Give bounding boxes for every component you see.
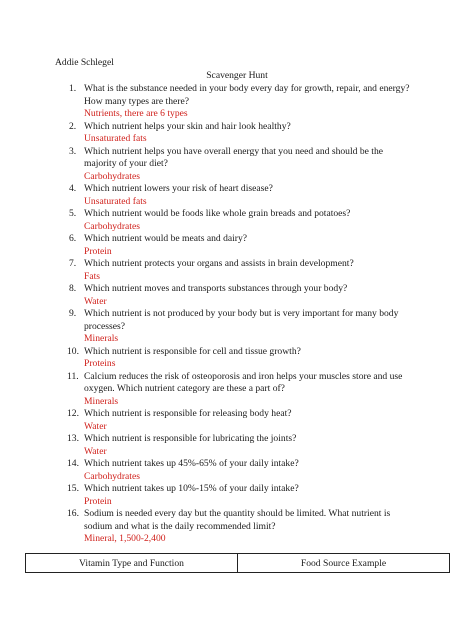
question-item xyxy=(55,458,415,483)
answer-text: Water xyxy=(84,420,107,432)
question-text: Which nutrient helps you have overall energy that you need and should be the majority of your diet? xyxy=(84,145,384,169)
question-number: 3. xyxy=(69,145,77,157)
answer-text: Proteins xyxy=(84,358,116,369)
question-text: Which nutrient protects your organs and assists in brain development? xyxy=(84,258,354,269)
column-header-vitamin-type: Vitamin Type and Function xyxy=(26,554,238,573)
question-list xyxy=(55,83,415,546)
question-number: 14. xyxy=(67,458,79,469)
question-number: 6. xyxy=(69,233,77,244)
question-number: 15. xyxy=(67,483,79,494)
question-item xyxy=(55,283,415,308)
answer-text: Protein xyxy=(84,495,112,507)
question-text: Which nutrient takes up 10%-15% of your daily intake? xyxy=(84,483,299,494)
page-title: Scavenger Hunt xyxy=(206,70,268,81)
question-item xyxy=(55,371,415,409)
answer-text: Protein xyxy=(84,245,112,257)
question-text: Calcium reduces the risk of osteoporosis and iron helps your muscles store and use oxygen. Which nutrient category are these a part of? xyxy=(84,370,403,394)
question-number: 11. xyxy=(67,370,79,382)
question-item xyxy=(55,146,415,184)
question-text: Which nutrient would be meats and dairy? xyxy=(84,233,248,244)
question-text: Which nutrient would be foods like whole grain breads and potatoes? xyxy=(84,208,351,219)
answer-text: Carbohydrates xyxy=(84,220,140,232)
answer-text: Water xyxy=(84,445,107,457)
answer-text: Nutrients, there are 6 types xyxy=(84,108,188,119)
question-item xyxy=(55,83,415,121)
question-item xyxy=(55,208,415,233)
author-name: Addie Schlegel xyxy=(55,57,114,68)
answer-text: Carbohydrates xyxy=(84,170,140,182)
question-text: Which nutrient is responsible for releasing body heat? xyxy=(84,408,292,419)
question-text: Which nutrient is responsible for cell and tissue growth? xyxy=(84,345,301,357)
question-number: 5. xyxy=(69,208,77,219)
question-text: Which nutrient lowers your risk of heart disease? xyxy=(84,183,273,194)
question-number: 2. xyxy=(69,120,77,132)
question-item xyxy=(55,483,415,508)
question-text: What is the substance needed in your body every day for growth, repair, and energy? How many types are there? xyxy=(84,83,410,107)
question-number: 10. xyxy=(67,345,79,357)
answer-text: Carbohydrates xyxy=(84,470,140,482)
question-number: 4. xyxy=(69,183,77,194)
question-text: Which nutrient is not produced by your body but is very important for many body processes? xyxy=(84,308,399,332)
question-item xyxy=(55,308,415,346)
question-number: 16. xyxy=(67,508,79,519)
question-text: Which nutrient moves and transports substances through your body? xyxy=(84,283,348,294)
question-text: Which nutrient is responsible for lubricating the joints? xyxy=(84,433,297,444)
question-number: 12. xyxy=(67,408,79,419)
answer-text: Unsaturated fats xyxy=(84,195,147,207)
table-header-row xyxy=(26,554,450,573)
question-item xyxy=(55,433,415,458)
answer-text: Fats xyxy=(84,270,100,282)
answer-text: Minerals xyxy=(84,333,119,344)
question-item xyxy=(55,408,415,433)
question-item xyxy=(55,346,415,371)
answer-text: Water xyxy=(84,295,107,307)
question-item xyxy=(55,183,415,208)
answer-text: Minerals xyxy=(84,395,119,407)
column-header-food-source: Food Source Example xyxy=(238,554,450,573)
question-item xyxy=(55,233,415,258)
question-number: 9. xyxy=(69,308,77,319)
question-item xyxy=(55,121,415,146)
question-text: Sodium is needed every day but the quantity should be limited. What nutrient is sodium and what is the daily recommended limit? xyxy=(84,508,391,532)
question-number: 8. xyxy=(69,283,77,294)
question-item xyxy=(55,508,415,546)
question-text: Which nutrient takes up 45%-65% of your daily intake? xyxy=(84,458,299,469)
question-item xyxy=(55,258,415,283)
vitamin-table xyxy=(25,553,450,573)
question-number: 1. xyxy=(69,83,77,94)
answer-text: Unsaturated fats xyxy=(84,133,147,144)
question-number: 7. xyxy=(69,258,77,269)
answer-text: Mineral, 1,500-2,400 xyxy=(84,533,166,544)
question-text: Which nutrient helps your skin and hair look healthy? xyxy=(84,120,291,132)
question-number: 13. xyxy=(67,433,79,444)
